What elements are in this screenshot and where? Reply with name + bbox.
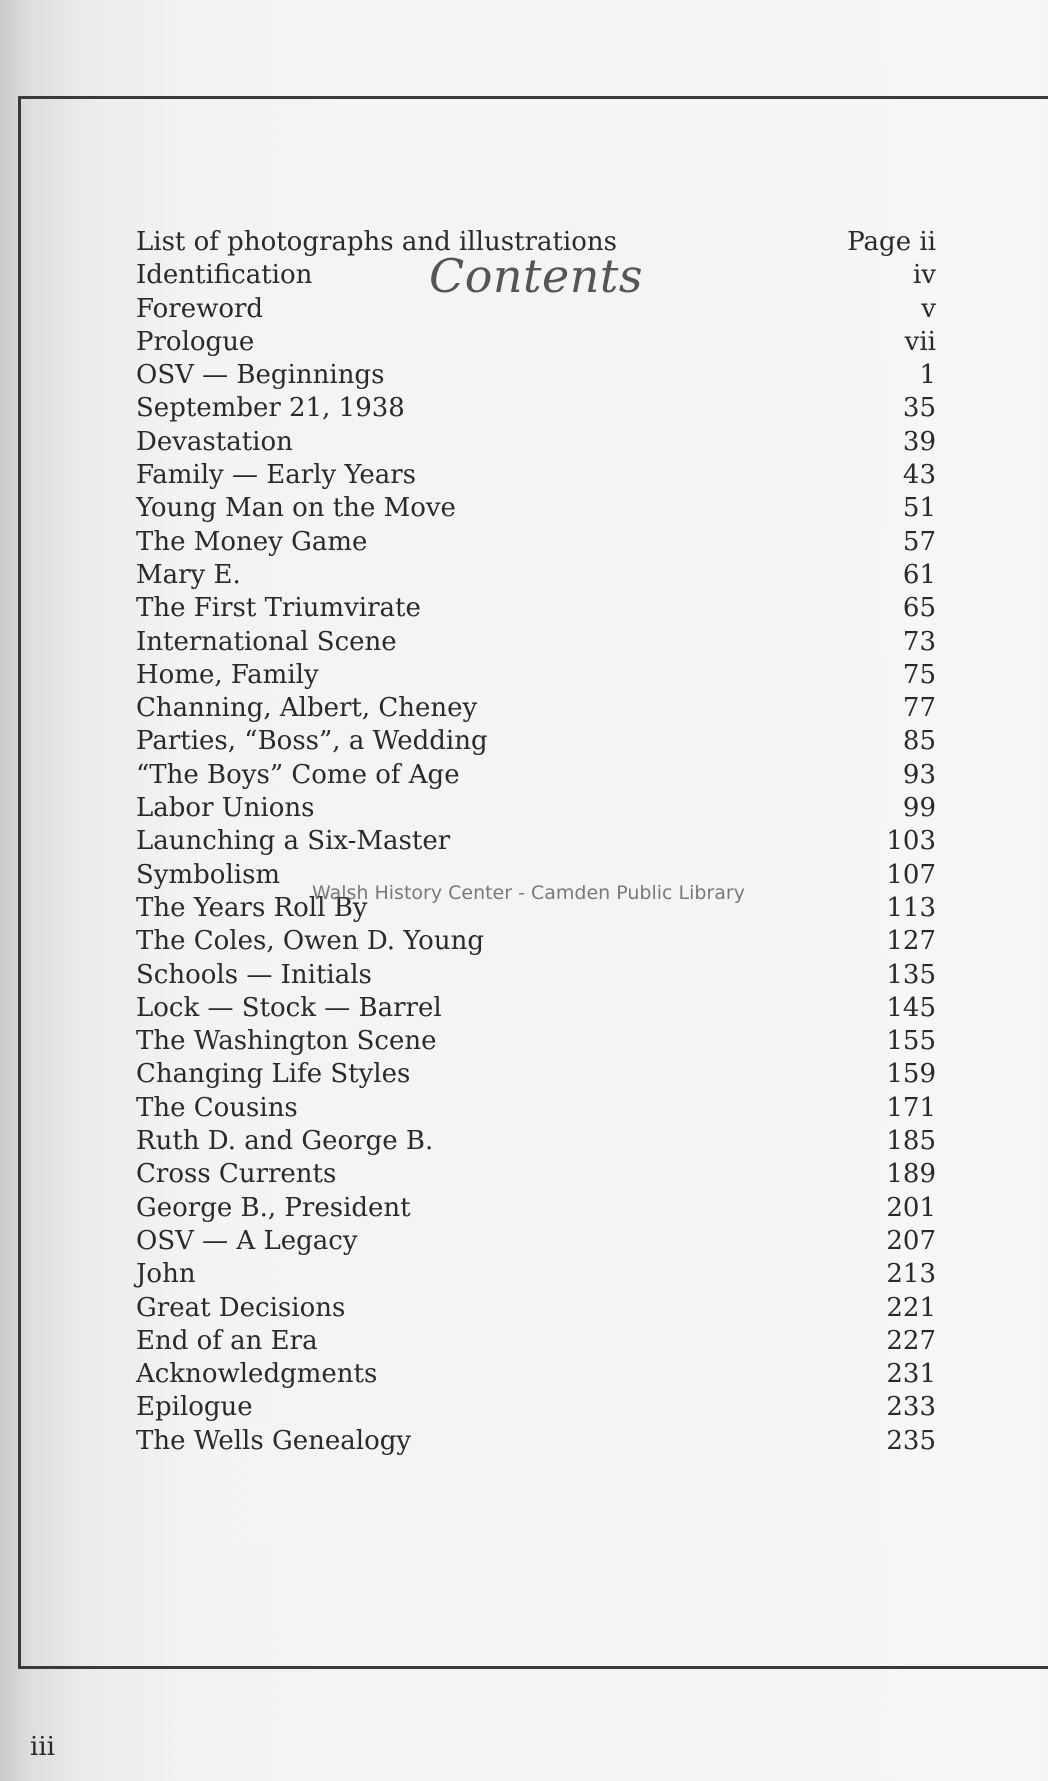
toc-entry-page: 207 [886, 1225, 936, 1256]
toc-entry [136, 226, 936, 259]
toc-entry [136, 659, 936, 692]
toc-entry-label: Schools — Initials [136, 959, 372, 990]
toc-entry [136, 1258, 936, 1291]
toc-entry-page: 1 [919, 360, 936, 391]
toc-entry [136, 259, 936, 292]
toc-entry-page: 51 [902, 493, 936, 524]
toc-entry [136, 825, 936, 858]
toc-entry [136, 1391, 936, 1424]
toc-entry-page: 85 [902, 726, 936, 757]
toc-entry [136, 1225, 936, 1258]
toc-entry [136, 326, 936, 359]
toc-entry [136, 559, 936, 592]
toc-entry-label: OSV — Beginnings [136, 360, 385, 391]
toc-entry [136, 1025, 936, 1058]
toc-entry-page: 43 [902, 460, 936, 491]
toc-entry-page: 213 [886, 1259, 936, 1290]
toc-entry [136, 1292, 936, 1325]
toc-entry-label: The Washington Scene [136, 1026, 437, 1057]
toc-entry-page: 171 [886, 1092, 936, 1123]
toc-entry-page: 57 [902, 526, 936, 557]
toc-entry-page: 99 [902, 793, 936, 824]
toc-entry-page: 233 [886, 1392, 936, 1423]
toc-entry-page: 39 [902, 426, 936, 457]
toc-entry-label: “The Boys” Come of Age [136, 759, 460, 790]
toc-entry [136, 592, 936, 625]
toc-entry-label: Mary E. [136, 559, 241, 590]
toc-entry [136, 692, 936, 725]
toc-entry-page: 227 [886, 1325, 936, 1356]
toc-entry-label: The Years Roll By [136, 892, 368, 923]
toc-entry-label: End of an Era [136, 1325, 318, 1356]
toc-entry-page: 65 [902, 593, 936, 624]
toc-entry-label: Great Decisions [136, 1292, 346, 1323]
toc-entry-label: The Cousins [136, 1092, 298, 1123]
toc-entry-page: 93 [902, 759, 936, 790]
toc-entry-page: 201 [886, 1192, 936, 1223]
toc-entry-label: Lock — Stock — Barrel [136, 992, 442, 1023]
toc-entry-label: Launching a Six-Master [136, 826, 451, 857]
toc-entry-label: Prologue [136, 326, 255, 357]
toc-entry-label: Young Man on the Move [136, 493, 456, 524]
toc-entry-page: 73 [902, 626, 936, 657]
toc-entry [136, 626, 936, 659]
toc-entry [136, 492, 936, 525]
toc-entry-label: Cross Currents [136, 1159, 337, 1190]
toc-entry [136, 1058, 936, 1091]
toc-entry [136, 1158, 936, 1191]
toc-entry [136, 792, 936, 825]
toc-entry [136, 925, 936, 958]
toc-entry-label: Symbolism [136, 859, 281, 890]
toc-entry-label: Family — Early Years [136, 460, 417, 491]
toc-entry-label: The Wells Genealogy [136, 1425, 412, 1456]
page-number: iii [30, 1732, 55, 1762]
toc-entry [136, 1358, 936, 1391]
toc-entry-page: vii [904, 326, 936, 357]
toc-entry-page: 221 [886, 1292, 936, 1323]
toc-entry-label: The Coles, Owen D. Young [136, 926, 484, 957]
page-title: Contents [429, 249, 643, 303]
toc-entry-page: 135 [886, 959, 936, 990]
toc-entry-label: Home, Family [136, 659, 319, 690]
toc-entry-page: 107 [886, 859, 936, 890]
watermark: Walsh History Center - Camden Public Library [312, 882, 745, 904]
toc-entry-label: Ruth D. and George B. [136, 1126, 434, 1157]
toc-entry [136, 426, 936, 459]
toc-entry-page: 155 [886, 1026, 936, 1057]
toc-entry-label: Devastation [136, 426, 293, 457]
toc-entry-label: September 21, 1938 [136, 393, 405, 424]
toc-entry [136, 1125, 936, 1158]
toc-entry-label: Epilogue [136, 1392, 253, 1423]
toc-entry-page: 77 [902, 693, 936, 724]
toc-entry-label: The Money Game [136, 526, 368, 557]
toc-entry-page: 35 [902, 393, 936, 424]
toc-entry-page: 185 [886, 1126, 936, 1157]
toc-entry [136, 459, 936, 492]
toc-entry-label: Channing, Albert, Cheney [136, 693, 478, 724]
toc-entry-label: Labor Unions [136, 793, 315, 824]
toc-entry-label: List of photographs and illustrations [136, 227, 617, 257]
toc-entry-page: 75 [902, 659, 936, 690]
toc-entry [136, 526, 936, 559]
toc-entry-page: 189 [886, 1159, 936, 1190]
toc-entry-page: 113 [886, 892, 936, 923]
toc-entry-label: George B., President [136, 1192, 411, 1223]
toc-entry-page: 235 [886, 1425, 936, 1456]
toc-entry-page: 231 [886, 1359, 936, 1390]
toc-entry-label: The First Triumvirate [136, 593, 421, 624]
toc-entry-label: OSV — A Legacy [136, 1225, 358, 1256]
toc-entry-label: Identification [136, 260, 313, 291]
toc-entry [136, 1192, 936, 1225]
toc-entry-page: 145 [886, 992, 936, 1023]
toc-entry-page: Page ii [847, 227, 936, 257]
toc-entry [136, 1425, 936, 1458]
table-of-contents [136, 226, 936, 1458]
toc-entry-page: 103 [886, 826, 936, 857]
toc-entry-page: 127 [886, 926, 936, 957]
toc-entry-page: v [921, 293, 936, 324]
toc-entry [136, 1325, 936, 1358]
toc-entry-label: International Scene [136, 626, 397, 657]
toc-entry [136, 359, 936, 392]
toc-entry [136, 1092, 936, 1125]
toc-entry-label: Changing Life Styles [136, 1059, 411, 1090]
toc-entry-page: 61 [902, 559, 936, 590]
toc-entry-label: Foreword [136, 293, 264, 324]
toc-entry-label: Parties, “Boss”, a Wedding [136, 726, 488, 757]
toc-entry [136, 959, 936, 992]
toc-entry-label: Acknowledgments [136, 1359, 378, 1390]
toc-entry-label: John [136, 1259, 196, 1290]
toc-entry [136, 759, 936, 792]
toc-entry-page: 159 [886, 1059, 936, 1090]
toc-entry [136, 392, 936, 425]
toc-entry [136, 293, 936, 326]
toc-entry [136, 992, 936, 1025]
toc-entry [136, 725, 936, 758]
toc-entry-page: iv [912, 260, 936, 291]
